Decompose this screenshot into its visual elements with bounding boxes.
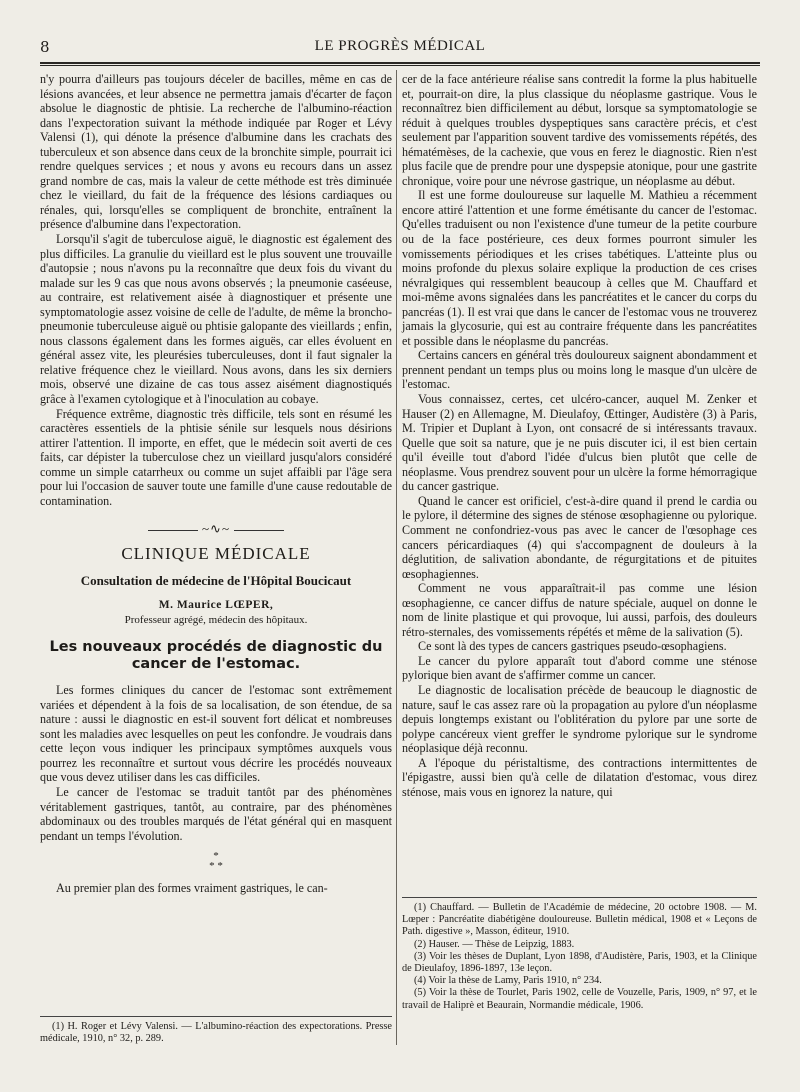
section-title: CLINIQUE MÉDICALE — [121, 543, 311, 563]
footnote-right-5: (5) Voir la thèse de Tourlet, Paris 1902, celle de Vouzelle, Paris, 1909, n° 97, et le travail de Haliprè et Beaurain, Normandie médicale, 1906. — [402, 987, 757, 1011]
right-paragraph-10: A l'époque du péristaltisme, des contractions intermittentes de l'épigastre, aussi bien qu'à celle de dilatation d'estomac, vous direz sténose, mais vous en ignorez la nature, qui — [402, 755, 757, 799]
footnote-right-4: (4) Voir la thèse de Lamy, Paris 1910, n° 234. — [414, 975, 602, 987]
column-divider — [396, 70, 397, 1045]
left-footnote-rule — [40, 1016, 392, 1017]
page-number: 8 — [40, 38, 50, 56]
page-header — [40, 38, 760, 60]
journal-title: LE PROGRÈS MÉDICAL — [314, 38, 486, 54]
right-column — [402, 72, 757, 799]
right-paragraph-3: Certains cancers en général très douloureux saignent abondamment et prennent pendant un temps plus ou moins long le masque d'un ulcère de l'estomac. — [402, 348, 757, 392]
left-column — [40, 72, 392, 896]
right-footnotes — [402, 902, 757, 1012]
footnote-right-3: (3) Voir les thèses de Duplant, Lyon 1898, d'Audistère, Paris, 1903, et la Clinique de Dieulafoy, 1896-1897, 13e leçon. — [402, 950, 757, 975]
right-paragraph-4: Vous connaissez, certes, cet ulcéro-cancer, auquel M. Zenker et Hauser (2) en Allemagne, M. Dieulafoy, Œttinger, Audistère (3) à Paris, M. Tripier et Duplant à Lyon, ont consacré de si intéressants travaux. Quelle que soit sa nature, que je ne puis discuter ici, il est bien certain qu'il éveille tout d'abord l'idée d'ulcus bien plutôt que celle de néoplasme. Vous prendrez souvent pour un ulcère la forme hémorragique du cancer gastrique. — [402, 392, 757, 494]
footnote-right-2: (2) Hauser. — Thèse de Leipzig, 1883. — [414, 938, 575, 950]
right-paragraph-9: Le diagnostic de localisation précède de beaucoup le diagnostic de nature, sauf le cas assez rare où la propagation au pylore d'un néoplasme depuis longtemps existant ou l'oblitération du pylore par une sorte de polype cancéreux vient greffer le syndrome pylorique sur le syndrome néoplasique déjà reconnu. — [402, 682, 757, 756]
footnote-left-1: (1) H. Roger et Lévy Valensi. — L'albumino-réaction des expectorations. Presse médicale, 1910, n° 32, p. 289. — [40, 1021, 392, 1045]
left-paragraph-1: n'y pourra d'ailleurs pas toujours déceler de bacilles, même en cas de lésions avancées, et leur absence ne permettra jamais d'écarter de façon absolue le diagnostic de phtisie. La recherche de l'albumino-réaction dans l'expectoration suivant la méthode indiquée par Roger et Lévy Valensi (1), qui dénote la présence d'albumine dans les crachats des tuberculeux et son absence dans ceux de la bronchite simple, pourrait ici rendre quelques services ; et nous y avons eu recours dans un assez grand nombre de cas, mais la valeur de cette méthode est très diminuée chez le vieillard, du fait de la fréquence des lésions cardiaques ou rénales, qui, lorsqu'elles se compliquent de bronchite, entraînent la présence d'albumine dans l'expectoration. — [40, 72, 392, 232]
right-paragraph-5: Quand le cancer est orificiel, c'est-à-dire quand il prend le cardia ou le pylore, il détermine des signes de sténose œsophagienne ou pylorique. Comment ne confondriez-vous pas avec le cancer de l'œsophage ces cancers péricardiaques (4) qui s'accompagnent de douleurs à la déglutition, de salivation abondante, de régurgitations et de pituites œsophagiennes. — [402, 493, 757, 581]
right-paragraph-2: Il est une forme douloureuse sur laquelle M. Mathieu a récemment encore attiré l'attention et une forme émétisante du cancer de l'estomac. Qu'elles traduisent ou non l'existence d'une tumeur de la petite courbure ou de la face postérieure, ces deux formes pourront simuler les vomissements périodiques et les crises tabétiques. L'atteinte plus ou moins profonde du plexus solaire explique la production de ces crises névralgiques qui ressemblent beaucoup à celles que M. Chauffard et moi-même avons signalées dans les pancréatites et le cancer du corps du pancréas (1). Il est vrai que dans le cancer de l'estomac vous ne trouverez jamais la glycosurie, qui est au contraire fréquente dans les pancréatites et possible dans le néoplasme du pancréas. — [402, 188, 757, 348]
right-paragraph-1: cer de la face antérieure réalise sans contredit la forme la plus habituelle et, pourrait-on dire, la plus classique du néoplasme gastrique. Vous le reconnaîtrez bien difficilement au début, lorsque sa symptomatologie se réduit à quelques troubles dyspeptiques sans caractère précis, et c'est seulement par l'apparition souvent tardive des vomissements répétés, des hématémèses, de la cachexie, que vous en ferez le diagnostic. Rien n'est plus facile que de prendre pour une dyspepsie atonique, pour une gastrite chronique, voire pour une névrose gastrique, un néoplasme au début. — [402, 72, 757, 188]
left-paragraph-5: Le cancer de l'estomac se traduit tantôt par des phénomènes véritablement gastriques, tantôt, au contraire, par des phénomènes abdominaux ou des troubles marqués de l'état général qui en masquent pendant un temps l'évolution. — [40, 784, 392, 843]
left-paragraph-3: Fréquence extrême, diagnostic très difficile, tels sont en résumé les caractères essentiels de la phtisie sénile sur lesquels nous désirions attirer l'attention. Il importe, en effet, que le médecin soit averti de ces faits, car dépister la tuberculose chez un vieillard jusqu'alors considéré comme un simple catarrheux ou comme un sujet affaibli par l'âge sera pour lui l'occasion de sauver toute une famille d'une cause redoutable de contamination. — [40, 406, 392, 508]
header-rule-thin — [40, 65, 760, 66]
right-paragraph-6: Comment ne vous apparaîtrait-il pas comme une lésion œsophagienne, ce cancer diffus de nature spéciale, auquel on donne le nom de linite plastique et qui provoque, lui aussi, parfois, des douleurs rétro-sternales, des vomissements répétés et même de la salivation (5). — [402, 581, 757, 639]
header-rule — [40, 62, 760, 64]
right-footnote-rule — [402, 897, 757, 898]
article-title: Les nouveaux procédés de diagnostic du cancer de l'estomac. — [49, 639, 383, 673]
right-paragraph-8: Le cancer du pylore apparaît tout d'abord comme une sténose pylorique bien avant de s'affirmer comme un cancer. — [402, 653, 757, 683]
left-paragraph-4: Les formes cliniques du cancer de l'estomac sont extrêmement variées et dépendent à la fois de sa localisation, de son étendue, de sa nature : aussi le diagnostic en est-il souvent fort délicat et nombreuses sont les maladies avec lesquelles on peut les confondre. Je voudrais dans cette leçon vous indiquer les principaux symptômes auxquels vous pourrez les reconnaître et surtout vous décrire les procédés nouveaux que vous devez utiliser dans les cas difficiles. — [40, 683, 392, 785]
right-paragraph-7: Ce sont là des types de cancers gastriques pseudo-œsophagiens. — [418, 639, 727, 654]
footnote-right-1: (1) Chauffard. — Bulletin de l'Académie de médecine, 20 octobre 1908. — M. Lœper : Pancréatite diabétigène douloureuse. Bulletin médical, 1908 et « Leçons de Path. digestive », Masson, éditeur, 1910. — [402, 902, 757, 938]
left-paragraph-2: Lorsqu'il s'agit de tuberculose aiguë, le diagnostic est également des plus difficiles. La granulie du vieillard est le plus souvent une trouvaille d'autopsie ; nous n'avons pu la reconnaître que deux fois du vivant du malade sur les 9 cas que nous avons observés ; la pneumonie caséeuse, au contraire, est relativement aisée à diagnostiquer et présente une symptomatologie assez voisine de celle de l'adulte, de même la broncho-pneumonie tuberculeuse aiguë ou phtisie galopante des vieillards ; enfin, nous classons également dans les formes aiguës, car elles évoluent en général assez vite, les pleurésies tuberculeuses, dont il faut signaler la relative fréquence chez le vieillard. Nous avons, dans les six derniers mois, observé une dizaine de cas tous assez aisément diagnostiqués grâce à l'examen cytologique et à l'inoculation au cobaye. — [40, 232, 392, 407]
left-footnotes — [40, 1021, 392, 1045]
author-name: M. Maurice LŒPER, — [158, 599, 274, 612]
section-stars: * * * — [209, 850, 223, 873]
author-title: Professeur agrégé, médecin des hôpitaux. — [124, 613, 308, 626]
section-subtitle: Consultation de médecine de l'Hôpital Boucicaut — [80, 572, 352, 588]
section-ornament: ~∿~ — [40, 522, 392, 537]
left-paragraph-6: Au premier plan des formes vraiment gastriques, le can- — [56, 881, 328, 896]
